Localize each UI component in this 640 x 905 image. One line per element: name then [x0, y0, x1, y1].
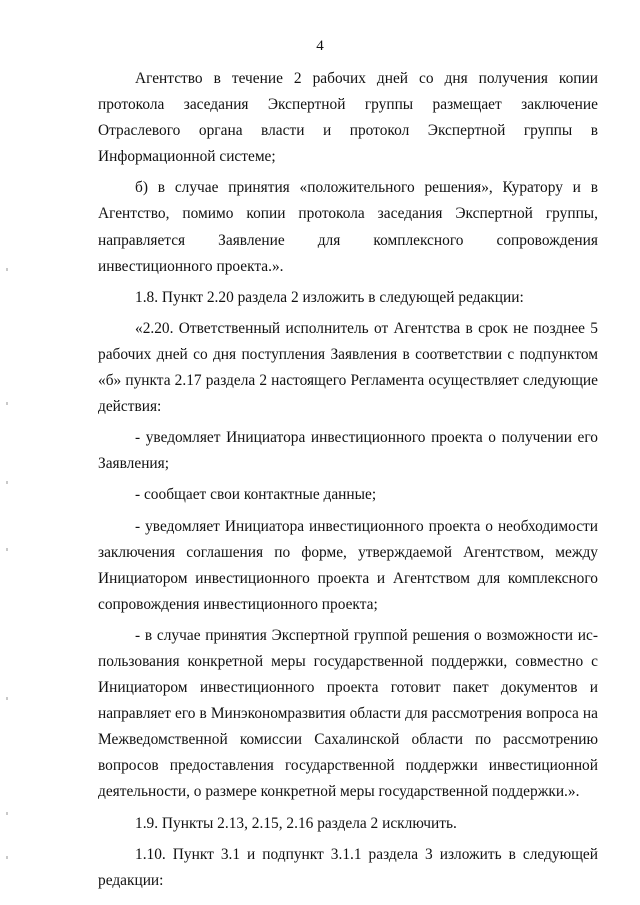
paragraph-clause-2-20: «2.20. Ответственный исполнитель от Агентства в срок не позднее 5 рабочих дней со дня поступления Заявления в соответствии с подпунктом «б» пункта 2.17 раздела 2 настоящего Регламента осуществляет следующие действия:	[98, 319, 598, 416]
scan-speck	[6, 856, 8, 859]
scan-speck	[6, 812, 8, 815]
scan-speck	[6, 481, 8, 484]
paragraph-positive-decision: б) в случае принятия «положительного решения», Куратору и в Агентство, помимо копии протокола заседания Экспертной группы, направляется Заявление для комплексного сопровождения инвестиционного проекта.».	[98, 179, 598, 275]
page-number: 4	[316, 38, 324, 54]
paragraph-item-1-8: 1.8. Пункт 2.20 раздела 2 изложить в следующей редакции:	[135, 288, 524, 306]
paragraph-notify-receipt: - уведомляет Инициатора инвестиционного проекта о получении его Заявления;	[98, 429, 598, 473]
paragraph-support-measure: - в случае принятия Экспертной группой решения о возможности использования конкретной меры государственной поддержки, совместно с Инициатором инвестиционного проекта готовит пакет документов и направляет его в Минэкономразвития области для рассмотрения вопроса на Межведомственной комиссии Сахалинской области по рассмотрению вопросов предоставления государственной поддержки инвестиционной деятельности, о размере конкретной меры государственной поддержки.».	[98, 626, 598, 801]
scan-speck	[6, 548, 8, 551]
scan-margin-specks	[6, 0, 10, 905]
scan-speck	[6, 268, 8, 271]
paragraph-item-1-10: 1.10. Пункт 3.1 и подпункт 3.1.1 раздела 3 изложить в следующей редакции:	[98, 845, 598, 889]
paragraph-item-1-9: 1.9. Пункты 2.13, 2.15, 2.16 раздела 2 исключить.	[135, 814, 457, 832]
paragraph-contact-data: - сообщает свои контактные данные;	[135, 486, 377, 504]
paragraph-agency-publication: Агентство в течение 2 рабочих дней со дня получения копии протокола заседания Экспертной группы размещает заключение Отраслевого органа власти и протокол Экспертной группы в Информационной системе;	[98, 70, 598, 166]
scan-speck	[6, 402, 8, 405]
paragraph-notify-agreement: - уведомляет Инициатора инвестиционного проекта о необходимости заключения соглашения по форме, утверждаемой Агентством, между Инициатором инвестиционного проекта и Агентством для комплексного сопровождения инвестиционного проекта;	[98, 517, 598, 613]
document-body	[98, 66, 598, 899]
scan-speck	[6, 697, 8, 700]
